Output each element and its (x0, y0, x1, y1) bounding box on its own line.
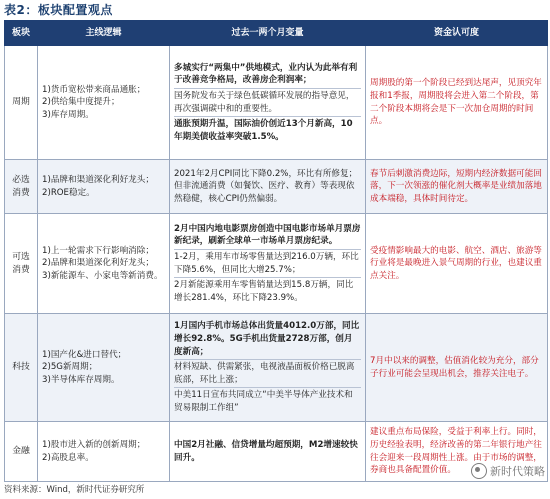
change-item: 2月中国内地电影票房创造中国电影市场单月票房新纪录，刷新全球单一市场单月票房纪录。 (174, 223, 361, 247)
view-cell: 受疫情影响最大的电影、航空、酒店、旅游等行业将是最晚进入景气周期的行业，也建议重点关注。 (366, 214, 548, 314)
header-changes: 过去一两个月变量 (170, 21, 366, 46)
watermark (471, 463, 545, 479)
view-cell: 7月中以来的调整，估值消化较为充分，部分子行业可能会呈现出机会，推荐关注电子。 (366, 314, 548, 422)
change-item: 1-2月，乘用车市场零售量达到216.0万辆，环比下降5.6%，但同比大增25.7%； (174, 251, 359, 275)
logic-item: 2)5G新周期； (42, 362, 98, 373)
logic-item: 2)品牌和渠道深化利好龙头； (42, 258, 154, 269)
wechat-logo-icon (471, 463, 487, 479)
header-logic: 主线逻辑 (38, 21, 170, 46)
logic-cell (38, 46, 170, 160)
table-row (5, 422, 548, 482)
changes-cell (170, 214, 366, 314)
sector-cell: 金融 (5, 422, 38, 482)
logic-item: 1)国产化&进口替代； (42, 349, 127, 360)
table-row (5, 160, 548, 214)
source-note: 资料来源：Wind，新时代证券研究所 (4, 485, 145, 495)
sector-cell: 周期 (5, 46, 38, 160)
change-divider (174, 359, 361, 360)
table-row (5, 46, 548, 160)
logic-item: 2)ROE稳定。 (42, 187, 95, 198)
logic-item: 3)库存周期。 (42, 109, 94, 120)
logic-item: 1)品牌和渠道深化利好龙头； (42, 174, 154, 185)
change-item: 通胀预期升温，国际油价创近13个月新高，10年期美债收益率突破1.5%。 (174, 119, 353, 142)
changes-cell (170, 314, 366, 422)
change-item: 2月新能源乘用车零售销量达到15.8万辆，同比增长281.4%，环比下降23.9%。 (174, 280, 354, 303)
watermark-text: 新时代策略 (490, 465, 545, 478)
sector-cell: 科技 (5, 314, 38, 422)
logic-cell (38, 160, 170, 214)
change-item: 中国2月社融、信贷增量均超预期，M2增速较快回升。 (174, 439, 358, 463)
view-cell: 周期股的第一个阶段已经到达尾声，见顶究年报和1季报，周期股将会进入第二个阶段，第二个阶段本期将会是下一次加仓周期的时间点。 (366, 46, 548, 160)
table-row (5, 314, 548, 422)
change-divider (174, 249, 361, 250)
logic-item: 3)半导体库存周期。 (42, 374, 120, 385)
logic-item: 3)新能源车、小家电等新消费。 (42, 270, 163, 281)
change-divider (174, 116, 361, 117)
change-item: 中美11日宣布共同成立“中美半导体产业技术和贸易限制工作组” (174, 390, 353, 413)
sector-cell: 必选消费 (5, 160, 38, 214)
table-title (4, 1, 113, 19)
view-cell: 春节后刺激消费边际，短期内经济数据可能回落，下一次领涨的催化剂大概率是业绩加落地成本端稳，具体时间待定。 (366, 160, 548, 214)
logic-cell (38, 214, 170, 314)
change-item: 2021年2月CPI同比下降0.2%，环比有所修复；但非流通消费（如餐饮、医疗、教育）等表现依然稳健，核心CPI仍然偏弱。 (174, 168, 358, 204)
changes-cell (170, 422, 366, 482)
logic-cell (38, 314, 170, 422)
header-view: 资金认可度 (366, 21, 548, 46)
table-row (5, 214, 548, 314)
logic-item: 2)高股息率。 (42, 452, 94, 463)
logic-cell (38, 422, 170, 482)
table-header-row (5, 21, 548, 46)
logic-item: 1)股市进入新的创新周期； (42, 439, 146, 450)
change-divider (174, 277, 361, 278)
logic-item: 1)货币宽松带来商品通胀； (42, 84, 146, 95)
changes-cell (170, 160, 366, 214)
view-cell: 建议重点布局保险，受益于利率上行。同时，历史经验表明，经济改善的第二年银行地产往往会迎来一段周期性上涨。由于市场的调整，券商也具备配置价值。 (366, 422, 548, 482)
change-item: 多城实行“两集中”供地模式，业内认为此举有利于改善竞争格局，改善房企利润率； (174, 62, 358, 86)
sector-allocation-table (4, 20, 548, 482)
logic-item: 2)供给集中度提升； (42, 97, 120, 108)
change-item: 材料短缺、供需紧张，电视液晶面板价格已脱离底部，环比上涨； (174, 362, 355, 385)
change-item: 国务院发布关于绿色低碳循环发展的指导意见，再次强调碳中和的重要性。 (174, 90, 355, 114)
changes-cell (170, 46, 366, 160)
change-divider (174, 387, 361, 388)
logic-item: 1)上一轮需求下行影响消除； (42, 245, 154, 256)
table-title-text: 表2：板块配置观点 (4, 3, 113, 17)
sector-cell: 可选消费 (5, 214, 38, 314)
change-divider (174, 88, 361, 89)
header-sector: 板块 (5, 21, 38, 46)
change-item: 1月国内手机市场总体出货量4012.0万部，同比增长92.8%。5G手机出货量2728万部，创月度新高； (174, 321, 360, 357)
